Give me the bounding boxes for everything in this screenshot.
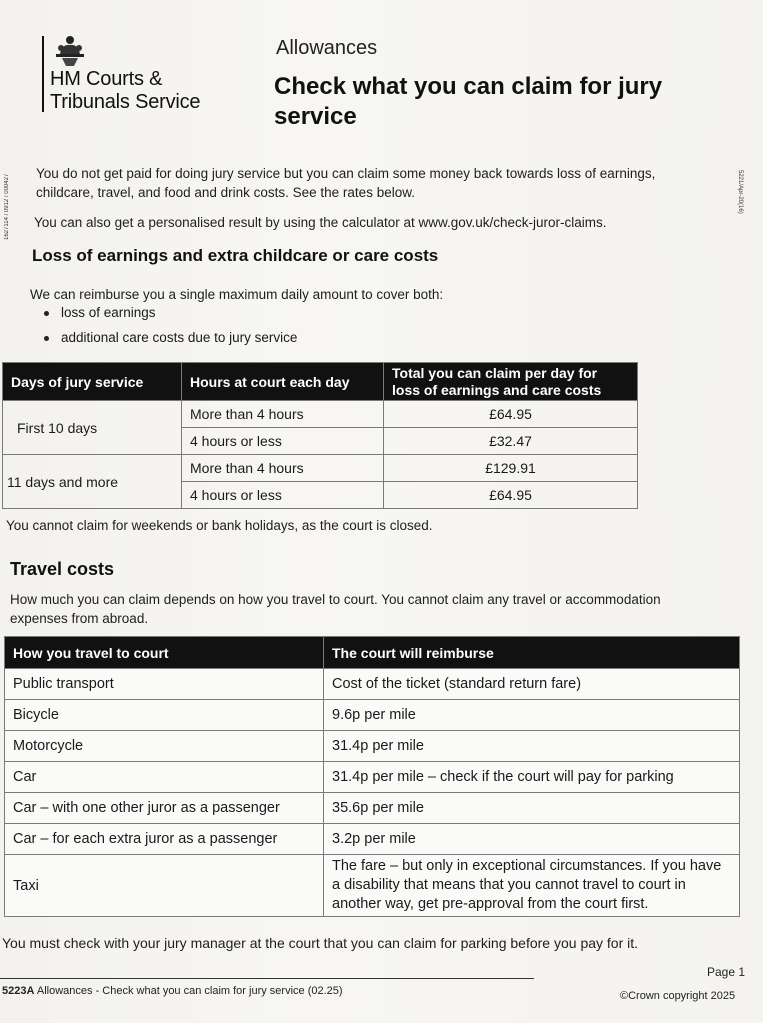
travel-section-lead: How much you can claim depends on how you travel to court. You cannot claim any travel or accommodation expenses from abroad. <box>10 592 661 626</box>
document-title: Check what you can claim for jury service <box>274 73 663 130</box>
reimburse-cell: 31.4p per mile – check if the court will pay for parking <box>324 762 740 793</box>
hours-cell: 4 hours or less <box>182 482 384 509</box>
table-header-row <box>5 637 740 669</box>
form-code: 5223A <box>2 985 35 997</box>
column-header: Hours at court each day <box>182 363 384 401</box>
loss-section-note: You cannot claim for weekends or bank holidays, as the court is closed. <box>6 518 433 533</box>
copyright-notice: ©Crown copyright 2025 <box>620 990 736 1002</box>
intro-paragraph-2: You can also get a personalised result by using the calculator at www.gov.uk/check-juror-claims. <box>34 215 607 230</box>
hmcts-logo <box>36 34 236 114</box>
list-item: loss of earnings <box>44 302 297 327</box>
travel-mode-cell: Motorcycle <box>5 731 324 762</box>
column-header: Days of jury service <box>3 363 182 401</box>
table-row <box>5 731 740 762</box>
form-reference <box>2 985 522 997</box>
travel-costs-table <box>4 636 740 917</box>
form-title: Allowances - Check what you can claim for jury service (02.25) <box>34 985 343 997</box>
bullet-icon <box>44 311 49 316</box>
days-cell: First 10 days <box>3 401 182 455</box>
logo-divider <box>42 36 44 112</box>
org-name-line-2: Tribunals Service <box>50 91 201 113</box>
column-header: Total you can claim per day for loss of earnings and care costs <box>384 363 638 401</box>
amount-cell: £32.47 <box>384 428 638 455</box>
table-row <box>3 401 638 428</box>
travel-mode-cell: Car – with one other juror as a passenger <box>5 793 324 824</box>
hours-cell: More than 4 hours <box>182 401 384 428</box>
table-row <box>5 855 740 917</box>
column-header: How you travel to court <box>5 637 324 669</box>
organisation-name <box>50 68 200 114</box>
column-header: The court will reimburse <box>324 637 740 669</box>
amount-cell: £64.95 <box>384 401 638 428</box>
side-reference-code-right: 5221/Apr-20(16) <box>737 170 743 214</box>
hours-cell: More than 4 hours <box>182 455 384 482</box>
table-row <box>5 700 740 731</box>
amount-cell: £129.91 <box>384 455 638 482</box>
travel-mode-cell: Car <box>5 762 324 793</box>
reimburse-cell: 3.2p per mile <box>324 824 740 855</box>
table-row <box>5 762 740 793</box>
table-row <box>3 455 638 482</box>
document-kicker: Allowances <box>276 37 378 59</box>
travel-section-note: You must check with your jury manager at the court that you can claim for parking before you pay for it. <box>2 935 639 951</box>
days-cell: 11 days and more <box>3 455 182 509</box>
reimburse-cell: 31.4p per mile <box>324 731 740 762</box>
amount-cell: £64.95 <box>384 482 638 509</box>
travel-mode-cell: Bicycle <box>5 700 324 731</box>
side-reference-code: 1627114 / 0912 / 000427 <box>4 173 10 240</box>
table-row <box>5 793 740 824</box>
travel-mode-cell: Public transport <box>5 669 324 700</box>
table-header-row <box>3 363 638 401</box>
intro-paragraph-1: You do not get paid for doing jury service but you can claim some money back towards loss of earnings, childcare, travel, and food and drink costs. See the rates below. <box>36 166 656 200</box>
table-row <box>5 669 740 700</box>
reimburse-cell: Cost of the ticket (standard return fare) <box>324 669 740 700</box>
reimburse-cell: The fare – but only in exceptional circumstances. If you have a disability that means that you cannot travel to court in another way, get pre-approval from the court first. <box>324 855 740 917</box>
travel-section-heading: Travel costs <box>10 559 115 579</box>
loss-of-earnings-table <box>2 362 638 509</box>
royal-crest-icon <box>52 34 88 68</box>
loss-section-lead: We can reimburse you a single maximum daily amount to cover both: <box>30 287 444 302</box>
reimburse-cell: 9.6p per mile <box>324 700 740 731</box>
list-item: additional care costs due to jury service <box>44 327 297 352</box>
travel-mode-cell: Car – for each extra juror as a passenger <box>5 824 324 855</box>
reimburse-cell: 35.6p per mile <box>324 793 740 824</box>
bullet-icon <box>44 336 49 341</box>
travel-mode-cell: Taxi <box>5 855 324 917</box>
table-row <box>5 824 740 855</box>
page-number: Page 1 <box>707 965 746 979</box>
loss-bullet-list <box>44 302 297 352</box>
loss-section-heading: Loss of earnings and extra childcare or care costs <box>32 246 439 265</box>
hours-cell: 4 hours or less <box>182 428 384 455</box>
org-name-line-1: HM Courts & <box>50 68 163 90</box>
footer-divider <box>0 978 534 979</box>
